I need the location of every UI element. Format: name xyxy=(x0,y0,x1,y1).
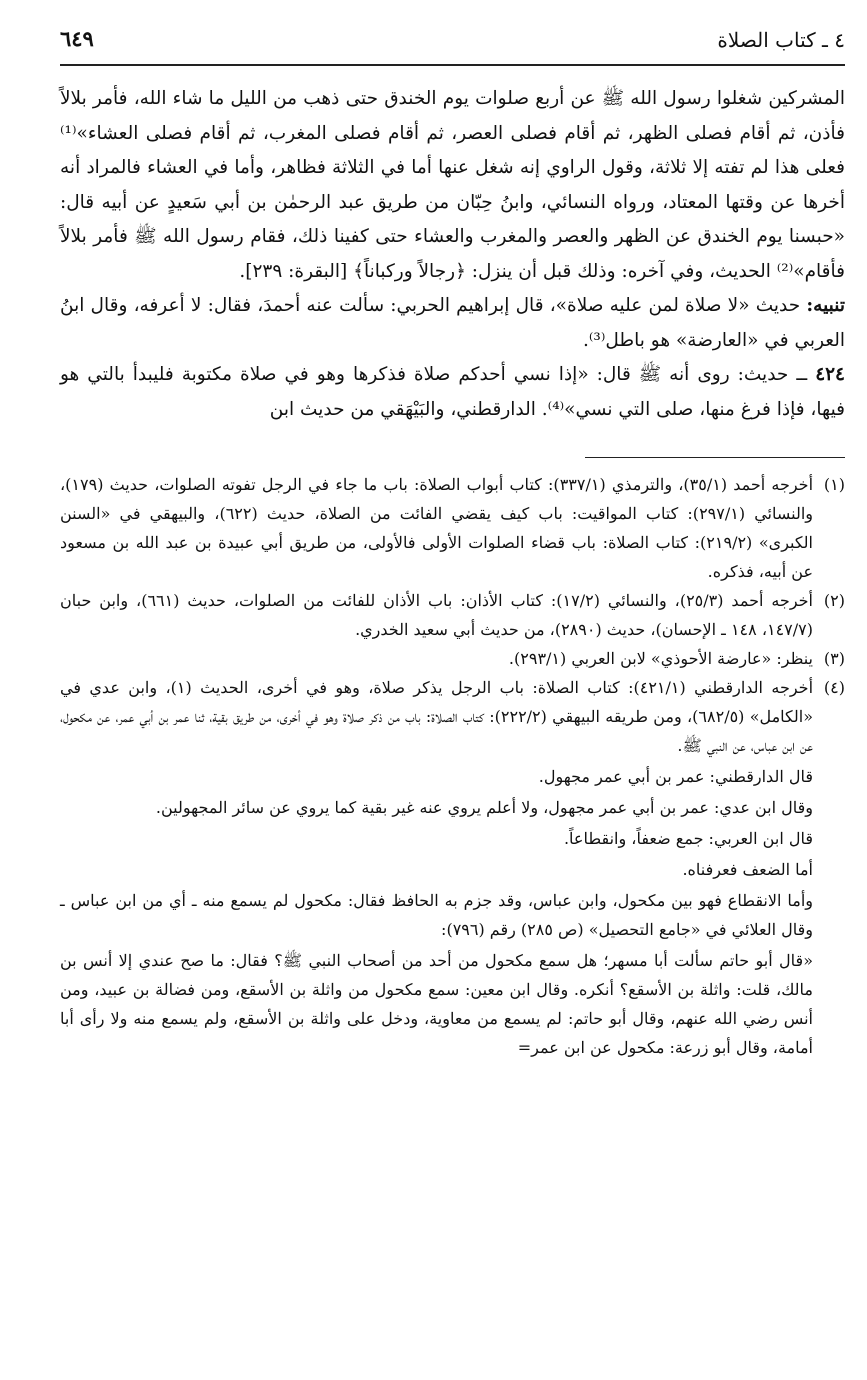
footnote-line: قال ابن العربي: جمع ضعفاً، وانقطاعاً. xyxy=(563,829,813,848)
footnote-number: (٣) xyxy=(823,649,845,668)
footnote-number: (١) xyxy=(823,475,845,494)
footnote-line: قال الدارقطني: عمر بن أبي عمر مجهول. xyxy=(538,767,813,786)
footnote xyxy=(60,470,845,586)
note-label: تنبيه: xyxy=(806,295,845,316)
footnote-line: أخرجه أحمد (٢٥/٣)، والنسائي (١٧/٢): كتاب الأذان: باب الأذان للفائت من الصلوات، حديث (٦٦١)، وابن حبان (١٤٧/٧، ١٤٨ ـ الإحسان)، حديث (٢٨٩٠)، من حديث أبي سعيد الخدري. xyxy=(60,591,813,639)
note-text: حديث «لا صلاة لمن عليه صلاة»، قال إبراهيم الحربي: سألت عنه أحمدَ، فقال: لا أعرفه، وقال ابنُ العربي في «العارضة» هو باطل⁽³⁾. xyxy=(60,295,845,351)
footnote-text xyxy=(60,644,813,673)
footnote xyxy=(60,644,845,673)
main-paragraph: المشركين شغلوا رسول الله ﷺ عن أربع صلوات يوم الخندق حتى ذهب من الليل ما شاء الله، فأمر بلالاً فأذن، ثم أقام فصلى الظهر، ثم أقام فصلى العصر، ثم أقام فصلى المغرب، ثم أقام فصلى العشاء»⁽¹⁾ فعلى هذا لم تفته إلا ثلاثة، وقول الراوي إنه شغل عنها أما في الثلاثة فظاهر، وأما في العشاء فالمراد أنه أخرها عن وقتها المعتاد، ورواه النسائي، وابنُ حِبّان من طريق عبد الرحمٰن بن أبي سَعيدٍ عن أبيه قال: «حبسنا يوم الخندق عن الظهر والعصر والمغرب والعشاء حتى كفينا ذلك، فقام رسول الله ﷺ فأمر بلالاً فأقام»⁽²⁾ الحديث، وفي آخره: وذلك قبل أن ينزل: ﴿رجالاً وركباناً﴾ [البقرة: ٢٣٩]. xyxy=(60,88,845,282)
hadith-number: ٤٢٤ xyxy=(815,364,845,385)
footnotes xyxy=(60,470,845,1062)
footnote-number: (٢) xyxy=(823,591,845,610)
footnote-line: أخرجه الدارقطني (٤٢١/١): كتاب الصلاة: باب الرجل يذكر صلاة، وهو في أخرى، الحديث (١)، وابن عدي في «الكامل» (٦٨٢/٥)، ومن طريقه البيهقي (٢٢٢/٢): كتاب الصلاة: باب من ذكر صلاة وهو في أخرى، من طريق بقية، ثنا عمر بن أبي عمر، عن مكحول، عن ابن عباس، عن النبي ﷺ. xyxy=(60,678,814,755)
footnote-line: وأما الانقطاع فهو بين مكحول، وابن عباس، وقد جزم به الحافظ فقال: مكحول لم يسمع منه ـ أي من ابن عباس ـ وقال العلائي في «جامع التحصيل» (ص ٢٨٥) رقم (٧٩٦): xyxy=(60,891,813,939)
footnote xyxy=(60,673,845,1062)
footnote-line: «قال أبو حاتم سألت أبا مسهر؛ هل سمع مكحول من أحد من أصحاب النبي ﷺ؟ فقال: ما صح عندي إلا أنس بن مالك، قلت: واثلة بن الأسقع؟ أنكره. وقال ابن معين: سمع مكحول من واثلة بن الأسقع، ومن فضالة بن عبيد، ومن أنس رضي الله عنهم، وقال أبو حاتم: لم يسمع من معاوية، ودخل على واثلة بن الأسقع، ولم يسمع منه ولا رأى أبا أمامة، وقال أبو زرعة: مكحول عن ابن عمر= xyxy=(60,951,813,1057)
note-paragraph xyxy=(60,289,845,358)
main-text xyxy=(60,82,845,427)
running-header xyxy=(60,20,845,66)
footnote-line: ينظر: «عارضة الأحوذي» لابن العربي (٢٩٣/١). xyxy=(508,649,813,668)
chapter-title: ٤ ـ كتاب الصلاة xyxy=(717,28,845,52)
footnote-text xyxy=(60,673,813,1062)
footnote-text xyxy=(60,586,813,644)
footnote xyxy=(60,586,845,644)
hadith-paragraph xyxy=(60,358,845,427)
footnote-line: وقال ابن عدي: عمر بن أبي عمر مجهول، ولا أعلم يروي عنه غير بقية كما يروي عن سائر المجهولين. xyxy=(155,798,813,817)
footnote-line: أخرجه أحمد (٣٥/١)، والترمذي (٣٣٧/١): كتاب أبواب الصلاة: باب ما جاء في الرجل تفوته الصلوات، حديث (١٧٩)، والنسائي (٢٩٧/١): كتاب المواقيت: باب كيف يقضي الفائت من الصلاة، حديث (٦٢٢)، والبيهقي في «السنن الكبرى» (٢١٩/٢): كتاب الصلاة: باب قضاء الصلوات الأولى فالأولى، من طريق أبي عبيدة بن عبد الله بن مسعود عن أبيه، فذكره. xyxy=(60,475,814,581)
footnote-separator xyxy=(585,457,845,458)
hadith-text: ــ حديث: روى أنه ﷺ قال: «إذا نسي أحدكم صلاة فذكرها وهو في صلاة مكتوبة فليبدأ بالتي هو فيها، فإذا فرغ منها، صلى التي نسي»⁽⁴⁾. الدارقطني، والبَيْهَقي من حديث ابن xyxy=(60,364,845,420)
footnote-number: (٤) xyxy=(823,678,845,697)
book-page xyxy=(60,20,845,1360)
page-number: ٦٤٩ xyxy=(60,26,94,51)
footnote-line: أما الضعف فعرفناه. xyxy=(682,860,813,879)
footnote-text xyxy=(60,470,813,586)
